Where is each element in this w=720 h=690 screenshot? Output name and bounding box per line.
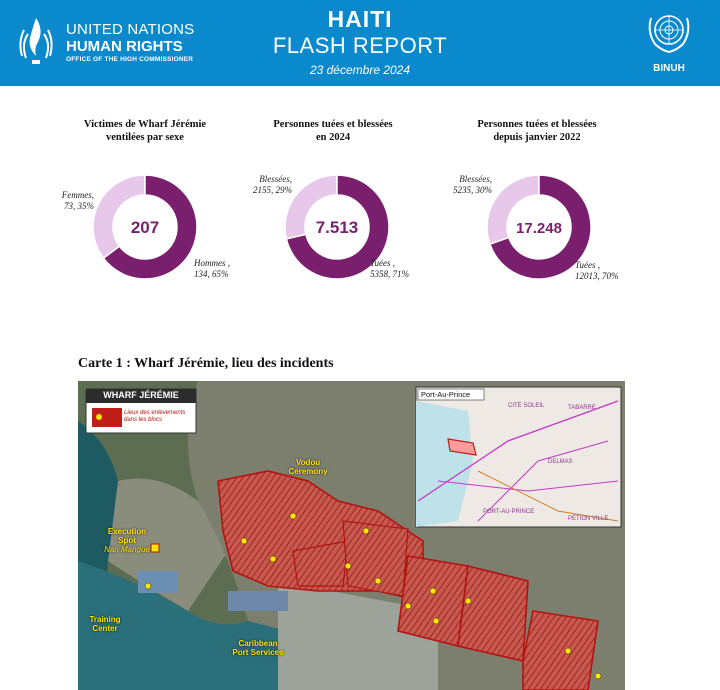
organization-name — [66, 22, 194, 64]
inset-label-cite-soleil: CITÉ SOLEIL — [508, 403, 545, 409]
report-header — [0, 0, 720, 86]
map-legend — [124, 410, 185, 424]
chart3-label-blessees — [436, 174, 492, 196]
wharf-jeremie-map[interactable] — [78, 381, 625, 690]
vodou-line2: Ceremony — [288, 467, 328, 476]
chart1-hommes-line1: Hommes , — [194, 258, 230, 268]
report-title-block — [240, 6, 480, 77]
chart2-label-tuees — [370, 258, 430, 280]
chart1-title-line2: ventilées par sexe — [106, 132, 184, 143]
inset-title: Port-Au-Prince — [421, 390, 471, 399]
caribbean-line2: Port Services — [232, 648, 284, 657]
map-box-title: WHARF JÉRÉMIE — [103, 390, 179, 400]
donut-center-total: 17.248 — [516, 220, 562, 237]
chart2-tuees-line2: 5358, 71% — [370, 269, 409, 279]
chart-title-2022 — [437, 118, 637, 144]
chart3-title — [437, 118, 637, 144]
caribbean-line1: Caribbean — [238, 639, 278, 648]
chart3-blessees-line2: 5235, 30% — [453, 185, 492, 195]
exec-line1: Execution — [107, 527, 147, 536]
binuh-logo — [634, 8, 704, 74]
chart2-tuees-line1: Tuées , — [370, 258, 396, 268]
chart3-label-tuees — [575, 260, 635, 282]
map-label-execution — [92, 527, 162, 554]
chart3-title-line1: Personnes tuées et blessées — [477, 119, 597, 130]
exec-line2: Spot — [118, 536, 136, 545]
map-label-vodou — [278, 458, 338, 476]
report-date: 23 décembre 2024 — [309, 63, 411, 77]
vodou-line1: Vodou — [295, 458, 321, 467]
donut-center-total: 207 — [130, 218, 160, 237]
org-line1: UNITED NATIONS — [66, 21, 195, 38]
chart2-blessees-line2: 2155, 29% — [253, 185, 292, 195]
chart2-title-line1: Personnes tuées et blessées — [273, 119, 393, 130]
chart1-label-hommes — [194, 258, 254, 280]
training-line1: Training — [89, 615, 121, 624]
inset-label-petion-ville: PÉTION VILLE — [568, 516, 609, 522]
donut-center-total: 7.513 — [315, 218, 359, 237]
training-line2: Center — [92, 624, 118, 633]
org-line2: HUMAN RIGHTS — [66, 38, 183, 55]
inset-label-delmas: DELMAS — [548, 459, 573, 465]
chart1-femmes-line2: 73, 35% — [64, 201, 94, 211]
chart3-blessees-line1: Blessées, — [459, 174, 492, 184]
chart2-label-blessees — [232, 174, 292, 196]
chart1-title — [45, 118, 245, 144]
map-label-training — [80, 615, 130, 633]
chart2-title-line2: en 2024 — [315, 132, 351, 143]
chart1-hommes-line2: 134, 65% — [194, 269, 229, 279]
inset-label-port-au-prince: PORT-AU-PRINCE — [483, 509, 535, 515]
report-subtitle: FLASH REPORT — [272, 33, 448, 58]
map-legend-line1: Lieux des enlèvements — [124, 410, 186, 416]
chart3-tuees-line1: Tuées , — [575, 260, 601, 270]
binuh-label: BINUH — [653, 63, 685, 74]
map-legend-line2: dans les blocs — [124, 417, 163, 423]
chart-title-wharf — [45, 118, 245, 144]
un-emblem-icon — [643, 8, 695, 56]
chart3-title-line2: depuis janvier 2022 — [493, 132, 581, 143]
map-label-caribbean — [218, 639, 298, 657]
inset-label-tabarre: TABARRE — [568, 405, 596, 411]
chart1-title-line1: Victimes de Wharf Jérémie — [83, 119, 207, 130]
chart1-femmes-line1: Femmes, — [61, 190, 94, 200]
chart1-label-femmes — [40, 190, 94, 212]
un-human-rights-logo-icon — [12, 12, 60, 68]
chart2-title — [233, 118, 433, 144]
report-title: HAITI — [327, 6, 393, 32]
chart-title-2024 — [233, 118, 433, 144]
exec-line3: Nan Mangue — [104, 545, 150, 554]
org-line3: OFFICE OF THE HIGH COMMISSIONER — [66, 56, 194, 63]
donut-chart-wharf — [90, 172, 200, 282]
chart2-blessees-line1: Blessées, — [259, 174, 292, 184]
chart3-tuees-line2: 12013, 70% — [575, 271, 619, 281]
map-caption: Carte 1 : Wharf Jérémie, lieu des incidents — [78, 356, 334, 371]
